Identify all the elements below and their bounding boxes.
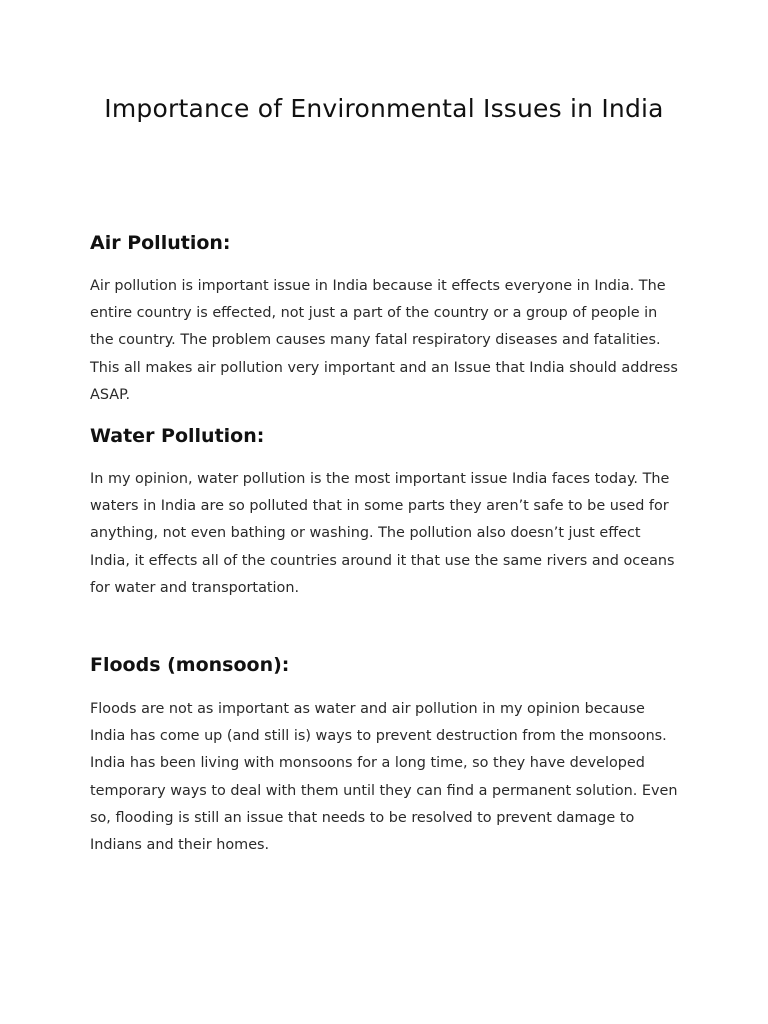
document-title: Importance of Environmental Issues in India — [104, 94, 664, 123]
section-heading-water-pollution: Water Pollution: — [90, 425, 265, 447]
section-body-floods: Floods are not as important as water and air pollution in my opinion because India has come up (and still is) ways to prevent destruction from the monsoons. India has been living with monsoons for a long time, so they have developed temporary ways to deal with them until they can find a permanent solution. Even so, flooding is still an issue that needs to be resolved to prevent damage to Indians and their homes. — [90, 701, 678, 854]
section-heading-floods: Floods (monsoon): — [90, 654, 290, 676]
section-heading-air-pollution: Air Pollution: — [90, 232, 231, 254]
section-body-water-pollution: In my opinion, water pollution is the most important issue India faces today. The waters in India are so polluted that in some parts they aren’t safe to be used for anything, not even bathing or washing. The pollution also doesn’t just effect India, it effects all of the countries around it that use the same rivers and oceans for water and transportation. — [90, 471, 675, 596]
section-body-air-pollution: Air pollution is important issue in India because it effects everyone in India. The entire country is effected, not just a part of the country or a group of people in the country. The problem causes many fatal respiratory diseases and fatalities. This all makes air pollution very important and an Issue that India should address ASAP. — [90, 278, 678, 403]
